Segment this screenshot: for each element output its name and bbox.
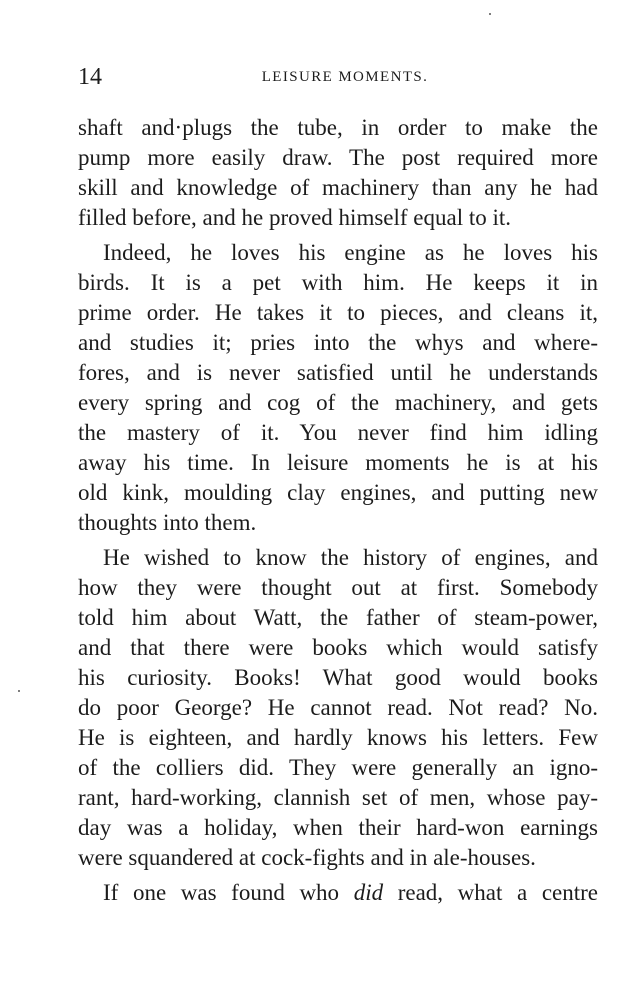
paragraph-first-line [78,238,598,268]
line-text: If one was found who [103,880,354,905]
text-line [78,603,598,633]
paper-speck [489,13,491,15]
paragraph-first-line [78,543,598,573]
text-line [78,573,598,603]
line-text: the mastery of it. You never find him idling [78,420,598,445]
text-line [78,268,598,298]
text-line [78,478,598,508]
running-title: LEISURE MOMENTS. [261,69,429,85]
line-text: filled before, and he proved himself equal to it. [78,205,512,230]
text-line [78,663,598,693]
text-line [78,358,598,388]
line-text: were squandered at cock-fights and in ale-houses. [78,845,536,870]
text-line [78,508,598,538]
line-text: rant, hard-working, clannish set of men, whose pay- [78,785,598,810]
text-line [78,843,598,873]
text-line [78,753,598,783]
line-text: every spring and cog of the machinery, and gets [78,390,598,415]
italic-word: did [353,880,384,905]
line-text: away his time. In leisure moments he is at his [78,450,598,475]
line-text: birds. It is a pet with him. He keeps it in [78,270,598,295]
line-text: old kink, moulding clay engines, and putting new [78,480,598,505]
line-text: told him about Watt, the father of steam-power, [78,605,598,630]
text-line [78,813,598,843]
text-line [78,298,598,328]
text-line [78,633,598,663]
text-line [78,783,598,813]
line-text: how they were thought out at first. Somebody [78,575,598,600]
line-text: He wished to know the history of engines, and [103,545,598,570]
text-line [78,203,598,233]
body-text [78,113,598,908]
line-text: do poor George? He cannot read. Not read? No. [78,695,598,720]
line-text: day was a holiday, when their hard-won earnings [78,815,598,840]
text-line [78,113,598,143]
text-line [78,388,598,418]
line-text: skill and knowledge of machinery than any he had [78,175,598,200]
line-text: and that there were books which would satisfy [78,635,598,660]
running-head [78,62,598,92]
line-text: and studies it; pries into the whys and where- [78,330,598,355]
line-text: prime order. He takes it to pieces, and cleans it, [78,300,598,325]
text-line [78,418,598,448]
text-line [78,328,598,358]
line-text: fores, and is never satisfied until he understands [78,360,598,385]
text-line [78,143,598,173]
text-line [78,723,598,753]
text-line [78,173,598,203]
line-text: of the colliers did. They were generally an igno- [78,755,598,780]
line-text: thoughts into them. [78,510,257,535]
line-text: shaft and·plugs the tube, in order to make the [78,115,598,140]
line-text: Indeed, he loves his engine as he loves his [103,240,598,265]
paragraph-first-line [78,878,598,908]
line-text: read, what a centre [383,880,598,905]
line-text: He is eighteen, and hardly knows his letters. Few [78,725,598,750]
line-text: his curiosity. Books! What good would books [78,665,598,690]
text-line [78,448,598,478]
text-line [78,693,598,723]
line-text: pump more easily draw. The post required more [78,145,598,170]
paper-speck [18,690,20,692]
page-number: 14 [78,64,102,90]
